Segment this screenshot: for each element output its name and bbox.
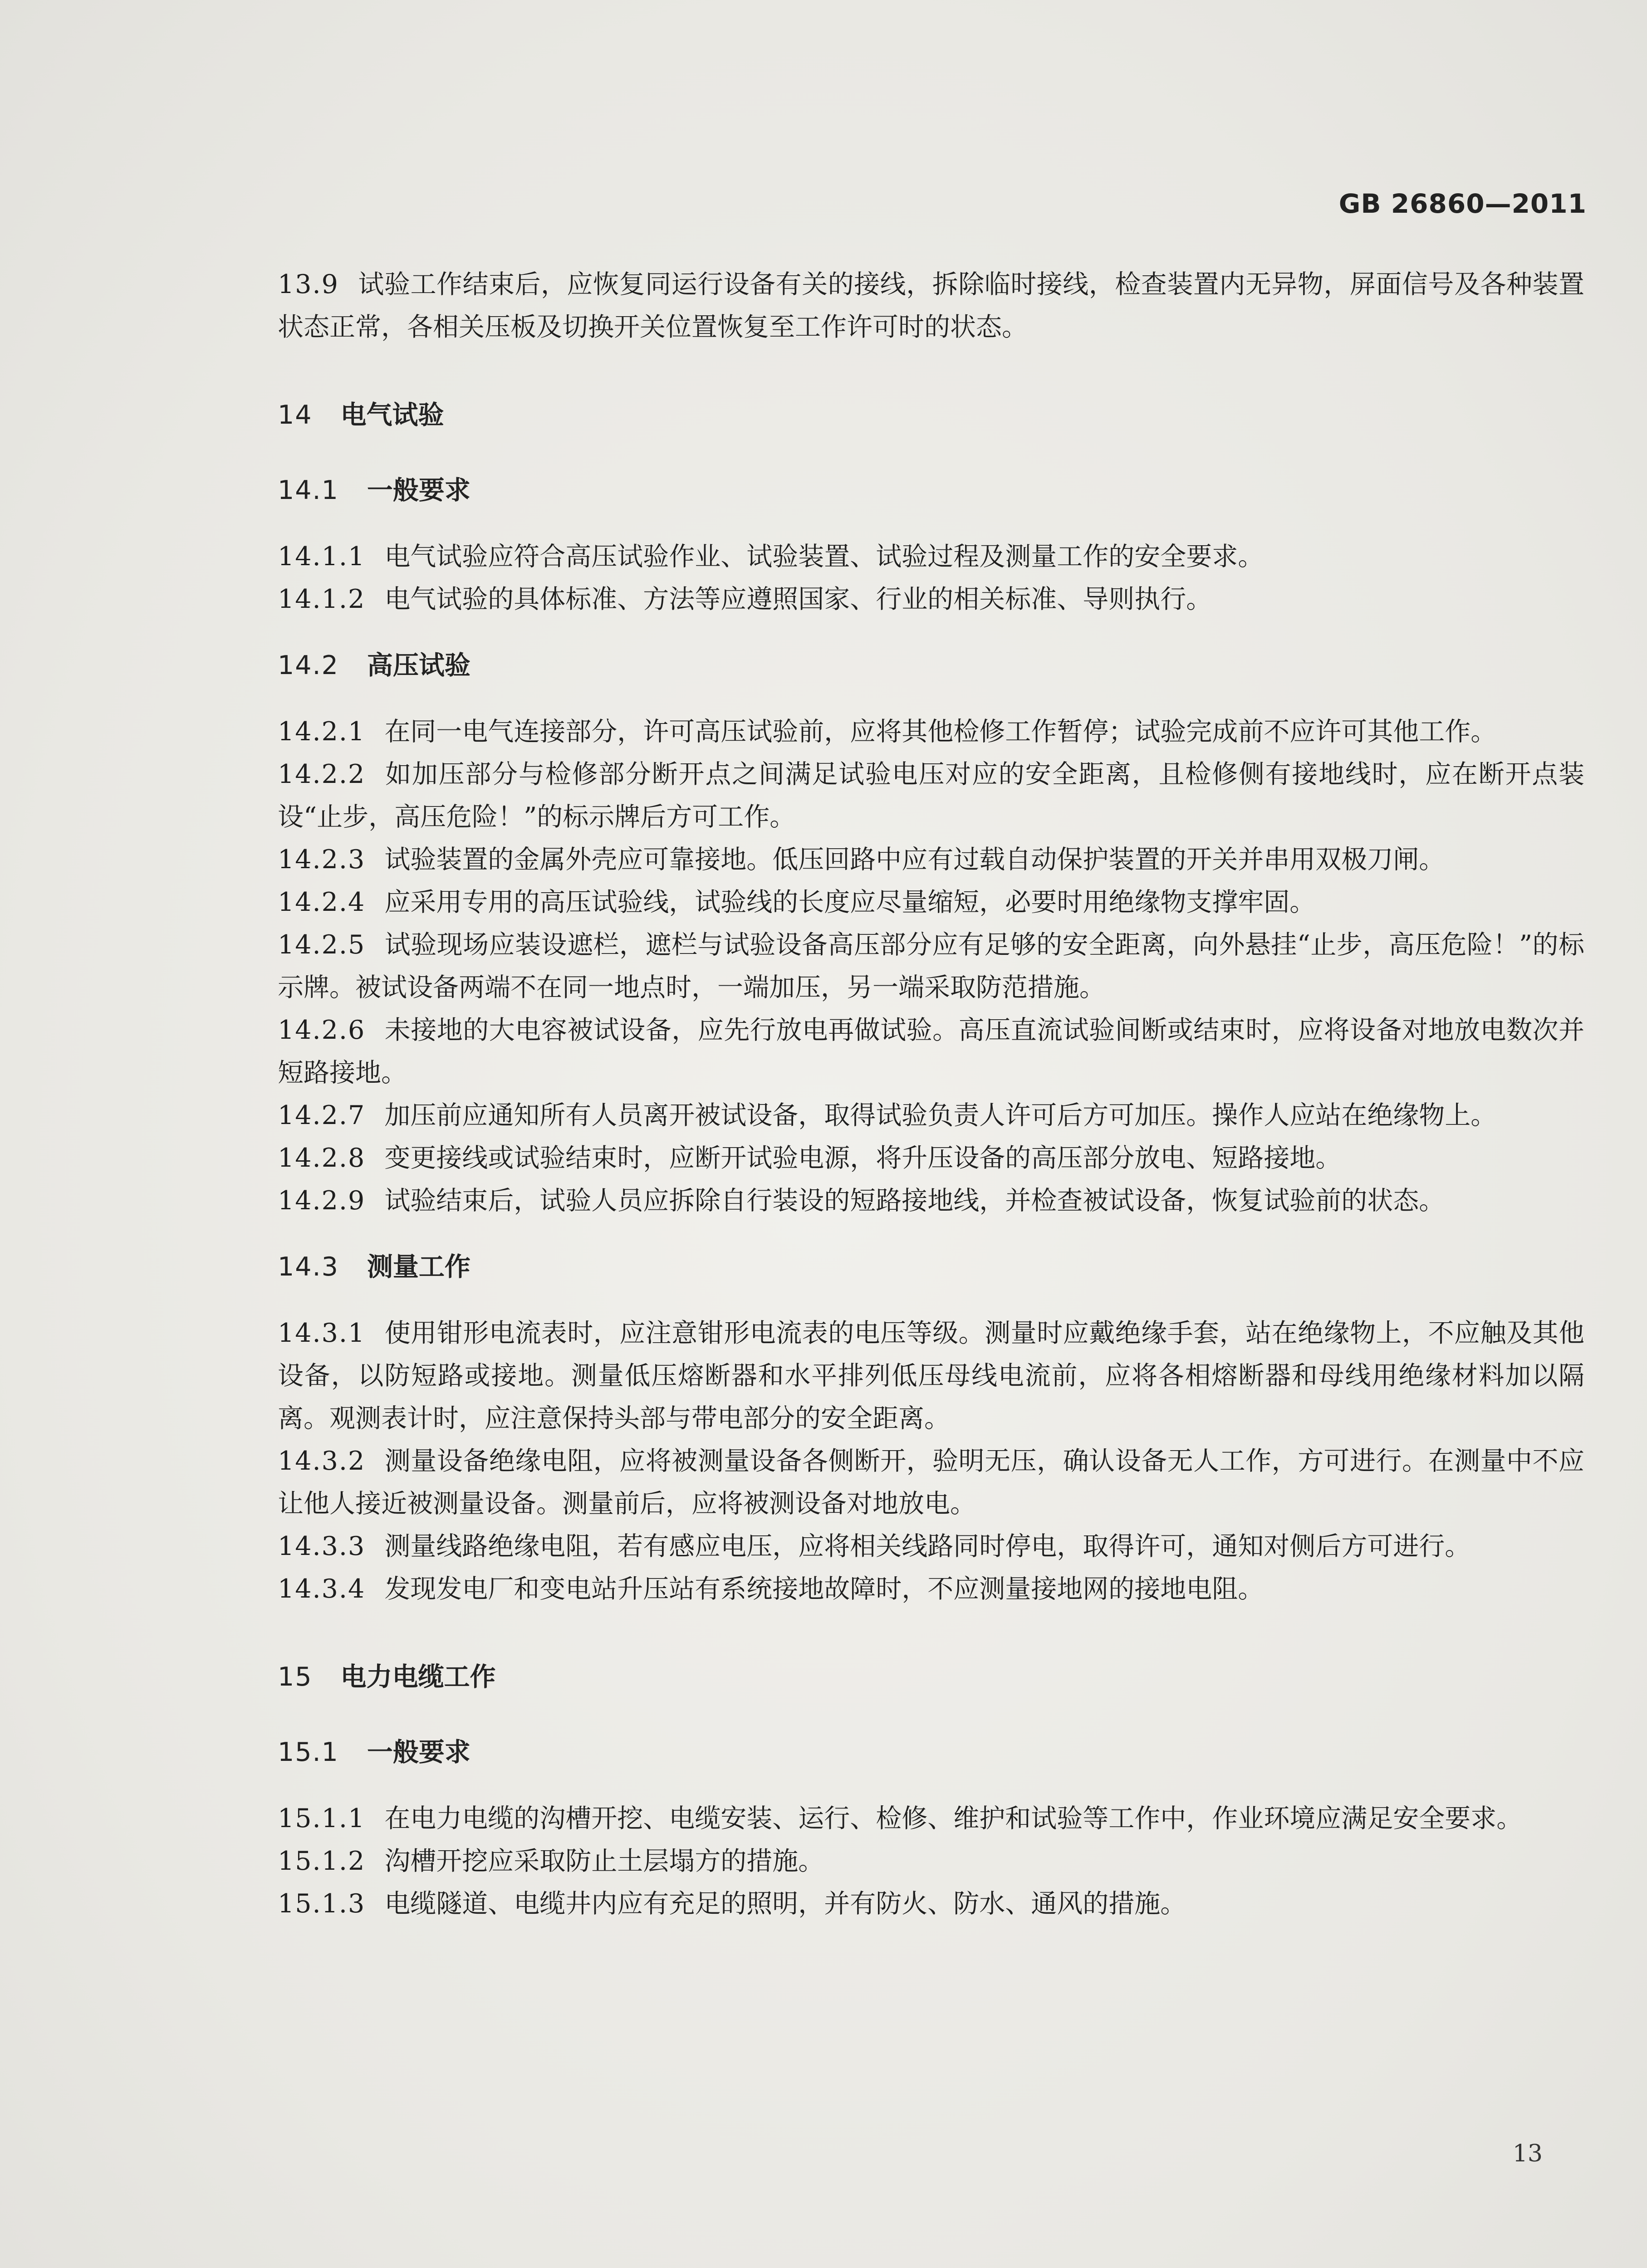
clause-14-2-4 [278, 881, 1584, 924]
section-title: 高压试验 [367, 650, 471, 680]
clause-number: 15.1.2 [278, 1846, 366, 1876]
section-title: 电气试验 [340, 400, 444, 430]
section-title: 电力电缆工作 [340, 1662, 496, 1692]
spacer [278, 1222, 1584, 1246]
section-heading-14 [278, 394, 1584, 436]
spacer [278, 1698, 1584, 1731]
section-number: 15 [278, 1662, 313, 1692]
clause-text: 测量设备绝缘电阻，应将被测量设备各侧断开，验明无压，确认设备无人工作，方可进行。在测量中不应让他人接近被测量设备。测量前后，应将被测设备对地放电。 [278, 1446, 1584, 1519]
clause-text: 沟槽开挖应采取防止土层塌方的措施。 [384, 1846, 824, 1876]
standard-code-header: GB 26860—2011 [1338, 188, 1587, 219]
clause-text: 测量线路绝缘电阻，若有感应电压，应将相关线路同时停电，取得许可，通知对侧后方可进行。 [384, 1531, 1471, 1561]
clause-text: 试验结束后，试验人员应拆除自行装设的短路接地线，并检查被试设备，恢复试验前的状态。 [384, 1186, 1445, 1216]
clause-text: 发现发电厂和变电站升压站有系统接地故障时，不应测量接地网的接地电阻。 [384, 1574, 1264, 1604]
clause-number: 14.1.1 [278, 542, 366, 572]
clause-text: 电气试验的具体标准、方法等应遵照国家、行业的相关标准、导则执行。 [384, 584, 1212, 614]
clause-text: 如加压部分与检修部分断开点之间满足试验电压对应的安全距离，且检修侧有接地线时，应在断开点装设“止步，高压危险！”的标示牌后方可工作。 [278, 759, 1584, 832]
clause-number: 14.3.1 [278, 1318, 366, 1348]
spacer [278, 1610, 1584, 1656]
spacer [278, 512, 1584, 535]
clause-number: 14.3.2 [278, 1446, 366, 1476]
clause-number: 13.9 [278, 269, 339, 299]
clause-14-3-4 [278, 1568, 1584, 1610]
clause-14-2-2 [278, 753, 1584, 838]
subsection-heading-14-3 [278, 1246, 1584, 1288]
section-title: 测量工作 [367, 1252, 471, 1282]
spacer [278, 1288, 1584, 1312]
clause-text: 电气试验应符合高压试验作业、试验装置、试验过程及测量工作的安全要求。 [384, 542, 1264, 572]
clause-number: 14.2.1 [278, 717, 366, 747]
spacer [278, 687, 1584, 710]
clause-14-2-1 [278, 710, 1584, 753]
section-title: 一般要求 [367, 475, 471, 505]
clause-14-2-5 [278, 924, 1584, 1009]
subsection-heading-14-1 [278, 469, 1584, 512]
spacer [278, 1774, 1584, 1797]
section-number: 14.1 [278, 475, 339, 505]
clause-number: 14.2.8 [278, 1143, 366, 1173]
clause-14-2-8 [278, 1137, 1584, 1179]
clause-14-1-1 [278, 535, 1584, 578]
clause-number: 14.2.4 [278, 887, 366, 917]
section-number: 15.1 [278, 1737, 339, 1767]
clause-14-2-9 [278, 1179, 1584, 1222]
subsection-heading-14-2 [278, 644, 1584, 687]
clause-15-1-3 [278, 1882, 1584, 1925]
clause-number: 15.1.3 [278, 1889, 366, 1919]
clause-number: 14.2.5 [278, 930, 366, 960]
clause-text: 使用钳形电流表时，应注意钳形电流表的电压等级。测量时应戴绝缘手套，站在绝缘物上，不应触及其他设备，以防短路或接地。测量低压熔断器和水平排列低压母线电流前，应将各相熔断器和母线用绝缘材料加以隔离。观测表计时，应注意保持头部与带电部分的安全距离。 [278, 1318, 1584, 1433]
clause-number: 14.2.2 [278, 759, 366, 789]
clause-number: 14.2.9 [278, 1186, 366, 1216]
clause-number: 14.2.6 [278, 1015, 366, 1045]
clause-text: 在电力电缆的沟槽开挖、电缆安装、运行、检修、维护和试验等工作中，作业环境应满足安全要求。 [384, 1804, 1523, 1833]
page-number: 13 [1512, 2140, 1543, 2167]
clause-text: 加压前应通知所有人员离开被试设备，取得试验负责人许可后方可加压。操作人应站在绝缘物上。 [384, 1100, 1497, 1130]
clause-number: 14.1.2 [278, 584, 366, 614]
clause-text: 试验工作结束后，应恢复同运行设备有关的接线，拆除临时接线，检查装置内无异物，屏面信号及各种装置状态正常，各相关压板及切换开关位置恢复至工作许可时的状态。 [278, 269, 1584, 342]
clause-text: 变更接线或试验结束时，应断开试验电源，将升压设备的高压部分放电、短路接地。 [384, 1143, 1342, 1173]
clause-text: 应采用专用的高压试验线，试验线的长度应尽量缩短，必要时用绝缘物支撑牢固。 [384, 887, 1316, 917]
clause-text: 试验装置的金属外壳应可靠接地。低压回路中应有过载自动保护装置的开关并串用双极刀闸。 [384, 845, 1445, 875]
clause-14-3-1 [278, 1312, 1584, 1440]
clause-14-3-2 [278, 1440, 1584, 1525]
clause-text: 在同一电气连接部分，许可高压试验前，应将其他检修工作暂停；试验完成前不应许可其他工作。 [384, 717, 1497, 747]
clause-text: 电缆隧道、电缆井内应有充足的照明，并有防火、防水、通风的措施。 [384, 1889, 1186, 1919]
clause-text: 未接地的大电容被试设备，应先行放电再做试验。高压直流试验间断或结束时，应将设备对地放电数次并短路接地。 [278, 1015, 1584, 1088]
clause-14-2-7 [278, 1094, 1584, 1137]
clause-14-3-3 [278, 1525, 1584, 1568]
document-body [278, 263, 1584, 1925]
spacer [278, 621, 1584, 644]
clause-14-2-6 [278, 1009, 1584, 1094]
subsection-heading-15-1 [278, 1731, 1584, 1774]
section-number: 14.3 [278, 1252, 339, 1282]
clause-number: 14.3.3 [278, 1531, 366, 1561]
clause-number: 14.2.7 [278, 1100, 366, 1130]
section-number: 14.2 [278, 650, 339, 680]
clause-text: 试验现场应装设遮栏，遮栏与试验设备高压部分应有足够的安全距离，向外悬挂“止步，高压危险！”的标示牌。被试设备两端不在同一地点时，一端加压，另一端采取防范措施。 [278, 930, 1584, 1002]
clause-number: 14.3.4 [278, 1574, 366, 1604]
section-number: 14 [278, 400, 313, 430]
clause-13-9 [278, 263, 1584, 348]
spacer [278, 436, 1584, 469]
clause-number: 14.2.3 [278, 845, 366, 875]
clause-14-2-3 [278, 838, 1584, 881]
clause-15-1-2 [278, 1840, 1584, 1882]
clause-14-1-2 [278, 578, 1584, 621]
section-heading-15 [278, 1656, 1584, 1698]
clause-number: 15.1.1 [278, 1804, 366, 1833]
section-title: 一般要求 [367, 1737, 471, 1767]
clause-15-1-1 [278, 1797, 1584, 1840]
spacer [278, 348, 1584, 394]
